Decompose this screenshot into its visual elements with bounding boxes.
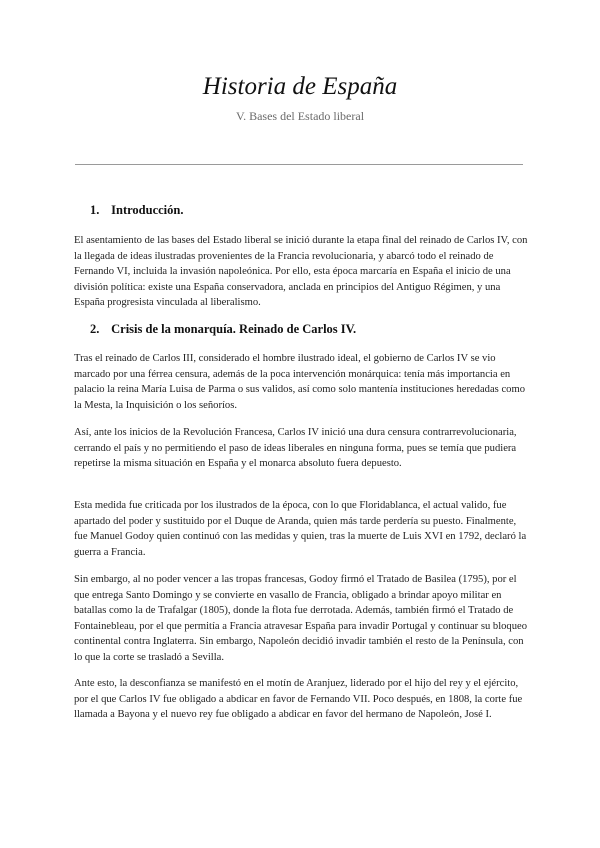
paragraph: Así, ante los inicios de la Revolución Francesa, Carlos IV inició una dura censura contrarrevolucionaria, cerrando el país y no permitiendo el paso de ideas liberales en ninguna forma, pues se temía que pudiera repetirse la misma situación en España y el monarca absoluto fuera depuesto. bbox=[74, 427, 517, 470]
section-title: Introducción. bbox=[111, 203, 184, 217]
document-title: Historia de España bbox=[202, 73, 398, 100]
section-heading-crisis bbox=[90, 321, 356, 337]
paragraph: Sin embargo, al no poder vencer a las tropas francesas, Godoy firmó el Tratado de Basilea (1795), por el que entrega Santo Domingo y se convierte en vasallo de Francia, obligado a brindar apoyo militar en batallas como la de Trafalgar (1805), donde la flota fue derrotada. Además, también firmó el Tratado de Fontainebleau, por el que permitía a Francia atravesar España para invadir Portugal y continuar su bloqueo continental contra Inglaterra. Sin embargo, Napoleón decidió invadir también el resto de la Península, con lo que la corte se trasladó a Sevilla. bbox=[74, 574, 528, 663]
section-heading-introduccion bbox=[90, 202, 183, 218]
section-number: 2. bbox=[90, 322, 100, 336]
section-title: Crisis de la monarquía. Reinado de Carlos IV. bbox=[111, 322, 357, 336]
paragraph: Tras el reinado de Carlos III, considerado el hombre ilustrado ideal, el gobierno de Carlos IV se vio marcado por una férrea censura, además de la poca intervención monárquica: tenía más importancia en palacio la reina María Luisa de Parma o sus validos, así como solo mantenía instituciones heredadas como la Mesta, la Inquisición o los señoríos. bbox=[74, 353, 525, 411]
document-subtitle: V. Bases del Estado liberal bbox=[235, 109, 365, 123]
paragraph: Ante esto, la desconfianza se manifestó en el motín de Aranjuez, liderado por el hijo del rey y el ejército, por el que Carlos IV fue obligado a abdicar en favor de Fernando VII. Poco después, en 1808, la corte fue llamada a Bayona y el nuevo rey fue obligado a abdicar en favor del hermano de Napoleón, José I. bbox=[74, 678, 523, 721]
section-number: 1. bbox=[90, 203, 100, 217]
title-divider bbox=[75, 164, 523, 165]
paragraph: El asentamiento de las bases del Estado liberal se inició durante la etapa final del reinado de Carlos IV, con la llegada de ideas ilustradas provenientes de la Francia revolucionaria, y abarcó todo el reinado de Fernando VI, incluida la invasión napoleónica. Por ello, esta época marcaría en España el inicio de una división política: existe una España conservadora, anclada en principios del Antiguo Régimen, y una España progresista vinculada al liberalismo. bbox=[74, 235, 528, 309]
paragraph: Esta medida fue criticada por los ilustrados de la época, con lo que Floridablanca, el actual valido, fue apartado del poder y sustituido por el Duque de Aranda, quien más tarde perdería su puesto. Finalmente, fue Manuel Godoy quien continuó con las medidas y quien, tras la muerte de Luis XVI en 1792, declaró la guerra a Francia. bbox=[74, 500, 527, 558]
